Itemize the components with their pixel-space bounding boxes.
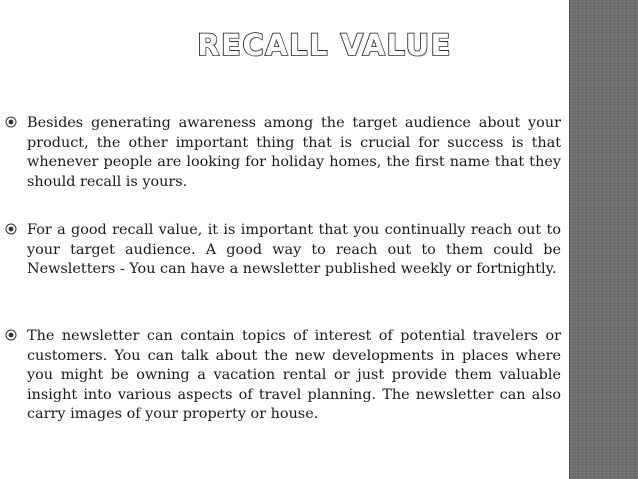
decorative-side-bar bbox=[569, 0, 638, 479]
bullet-text: Besides generating awareness among the target audience about your product, the other important thing that is crucial for success is that whenever people are looking for holiday homes, the first name that they should recall is yours. bbox=[27, 115, 561, 190]
bullet-text: For a good recall value, it is important that you continually reach out to your target audience. A good way to reach out to them could be Newsletters - You can have a newsletter published weekly or fortnightly. bbox=[27, 222, 561, 278]
circle-dot-bullet-icon bbox=[5, 116, 17, 128]
circle-dot-bullet-icon bbox=[5, 223, 17, 235]
bullet-text: The newsletter can contain topics of interest of potential travelers or customers. You can talk about the new developments in places where you might be owning a vacation rental or just provide them valuable insight into various aspects of travel planning. The newsletter can also carry images of your property or house. bbox=[27, 328, 561, 423]
slide-title: RECALL VALUE bbox=[197, 28, 452, 62]
circle-dot-bullet-icon bbox=[5, 329, 17, 341]
